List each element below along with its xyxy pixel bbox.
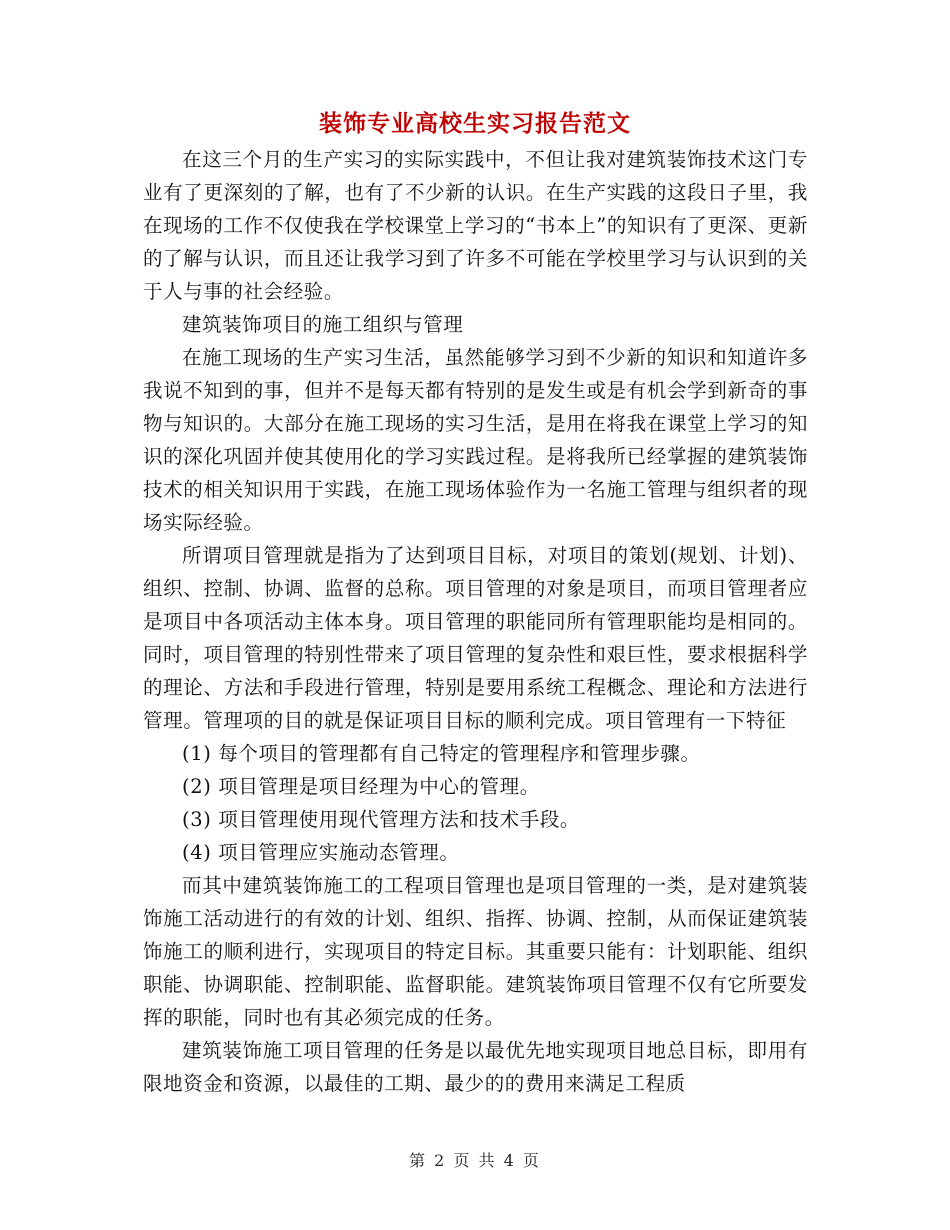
paragraph: 在施工现场的生产实习生活，虽然能够学习到不少新的知识和知道许多我说不知到的事，但并不是每天都有特别的是发生或是有机会学到新奇的事物与知识的。大部分在施工现场的实习生活，是用在将我在课堂上学习的知识的深化巩固并使其使用化的学习实践过程。是将我所已经掌握的建筑装饰技术的相关知识用于实践，在施工现场体验作为一名施工管理与组织者的现场实际经验。 (143, 346, 808, 534)
page-number-footer: 第 2 页 共 4 页 (409, 1151, 541, 1170)
document-body (143, 143, 808, 1100)
paragraph: 而其中建筑装饰施工的工程项目管理也是项目管理的一类，是对建筑装饰施工活动进行的有效的计划、组织、指挥、协调、控制，从而保证建筑装饰施工的顺利进行，实现项目的特定目标。其重要只能有：计划职能、组织职能、协调职能、控制职能、监督职能。建筑装饰项目管理不仅有它所要发挥的职能，同时也有其必须完成的任务。 (143, 874, 808, 1029)
document-title: 装饰专业高校生实习报告范文 (319, 110, 631, 137)
list-item: (1) 每个项目的管理都有自己特定的管理程序和管理步骤。 (182, 742, 701, 765)
list-item: (3) 项目管理使用现代管理方法和技术手段。 (182, 808, 581, 831)
list-item: (2) 项目管理是项目经理为中心的管理。 (182, 775, 540, 798)
paragraph: 所谓项目管理就是指为了达到项目目标，对项目的策划(规划、计划)、组织、控制、协调、监督的总称。项目管理的对象是项目，而项目管理者应是项目中各项活动主体本身。项目管理的职能同所有管理职能均是相同的。同时，项目管理的特别性带来了项目管理的复杂性和艰巨性，要求根据科学的理论、方法和手段进行管理，特别是要用系统工程概念、理论和方法进行管理。管理项的目的就是保证项目目标的顺利完成。项目管理有一下特征 (143, 544, 808, 732)
paragraph: 在这三个月的生产实习的实际实践中，不但让我对建筑装饰技术这门专业有了更深刻的了解，也有了不少新的认识。在生产实践的这段日子里，我在现场的工作不仅使我在学校课堂上学习的“书本上”的知识有了更深、更新的了解与认识，而且还让我学习到了许多不可能在学校里学习与认识到的关于人与事的社会经验。 (143, 148, 808, 303)
section-heading: 建筑装饰项目的施工组织与管理 (182, 313, 464, 336)
paragraph: 建筑装饰施工项目管理的任务是以最优先地实现项目地总目标，即用有限地资金和资源，以最佳的工期、最少的的费用来满足工程质 (143, 1039, 808, 1095)
list-item: (4) 项目管理应实施动态管理。 (182, 841, 460, 864)
